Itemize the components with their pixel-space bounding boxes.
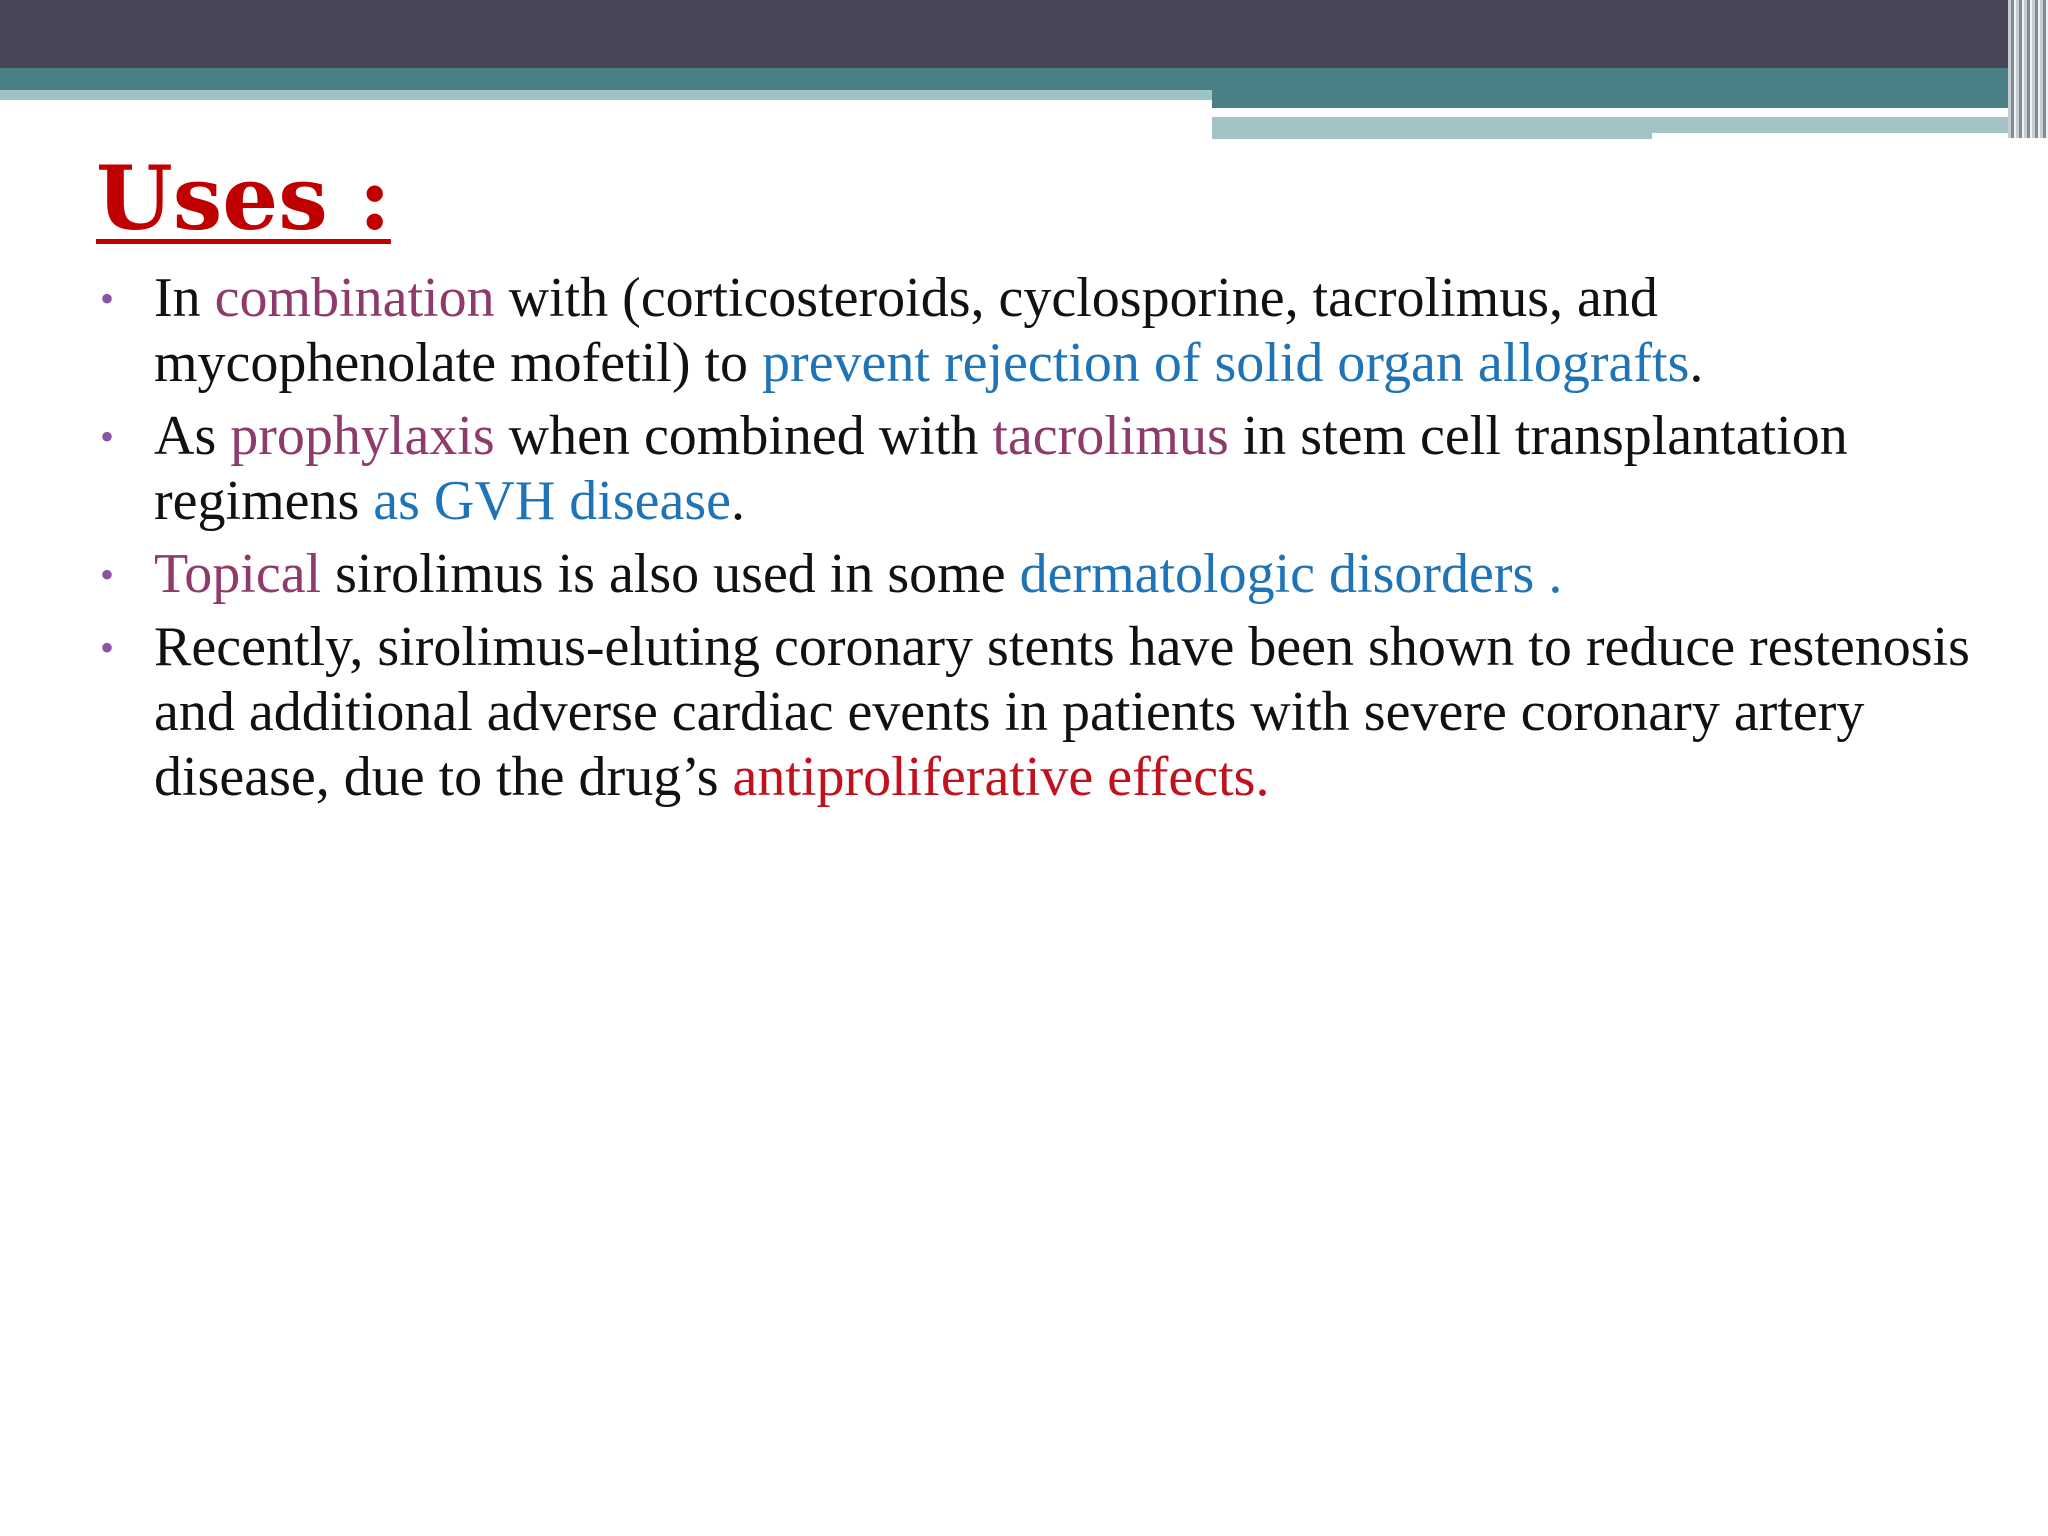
header-band-light-left — [0, 90, 1212, 100]
bullet-text: with (corticosteroids, cyclosporine, tacrolimus, and mycophenolate mofetil) to — [154, 267, 1658, 394]
bullet-text: sirolimus is also used in some — [321, 543, 1020, 605]
highlight-text: dermatologic disorders . — [1019, 543, 1563, 605]
header-band-teal-right — [1212, 90, 2018, 108]
bullet-item-stents — [96, 615, 1996, 810]
bullet-item-combination — [96, 266, 1996, 396]
highlight-text: tacrolimus — [992, 405, 1229, 467]
highlight-text: as GVH disease — [373, 470, 731, 532]
header-band-teal — [0, 68, 2048, 90]
bullet-text: . — [730, 470, 745, 532]
bullet-item-topical — [96, 542, 1996, 607]
highlight-text: Topical — [154, 543, 322, 605]
bullet-icon: • — [100, 276, 115, 321]
highlight-text: prevent rejection of solid organ allografts — [762, 332, 1690, 394]
bullet-icon: • — [100, 552, 115, 597]
bullet-text: when combined with — [494, 405, 993, 467]
bullet-icon: • — [100, 414, 115, 459]
slide-title: Uses : — [96, 146, 391, 250]
header-band-dark — [0, 0, 2048, 68]
highlight-text: prophylaxis — [230, 405, 495, 467]
bullet-text: Recently, sirolimus-eluting coronary stents have been shown to reduce restenosis and additional adverse cardiac events in patients with severe coronary artery disease, due to the drug’s — [154, 616, 1970, 808]
header-band-white-far — [1652, 133, 2018, 139]
bullet-item-prophylaxis — [96, 404, 1996, 534]
edge-stripes — [2008, 0, 2048, 138]
bullet-list — [96, 266, 1996, 818]
bullet-text: As — [154, 405, 231, 467]
bullet-icon: • — [100, 625, 115, 670]
bullet-text: in stem cell transplantation regimens — [154, 405, 1848, 532]
bullet-text: . — [1689, 332, 1704, 394]
bullet-text: In — [154, 267, 215, 329]
highlight-text: combination — [214, 267, 495, 329]
highlight-text: antiproliferative effects. — [732, 746, 1270, 808]
